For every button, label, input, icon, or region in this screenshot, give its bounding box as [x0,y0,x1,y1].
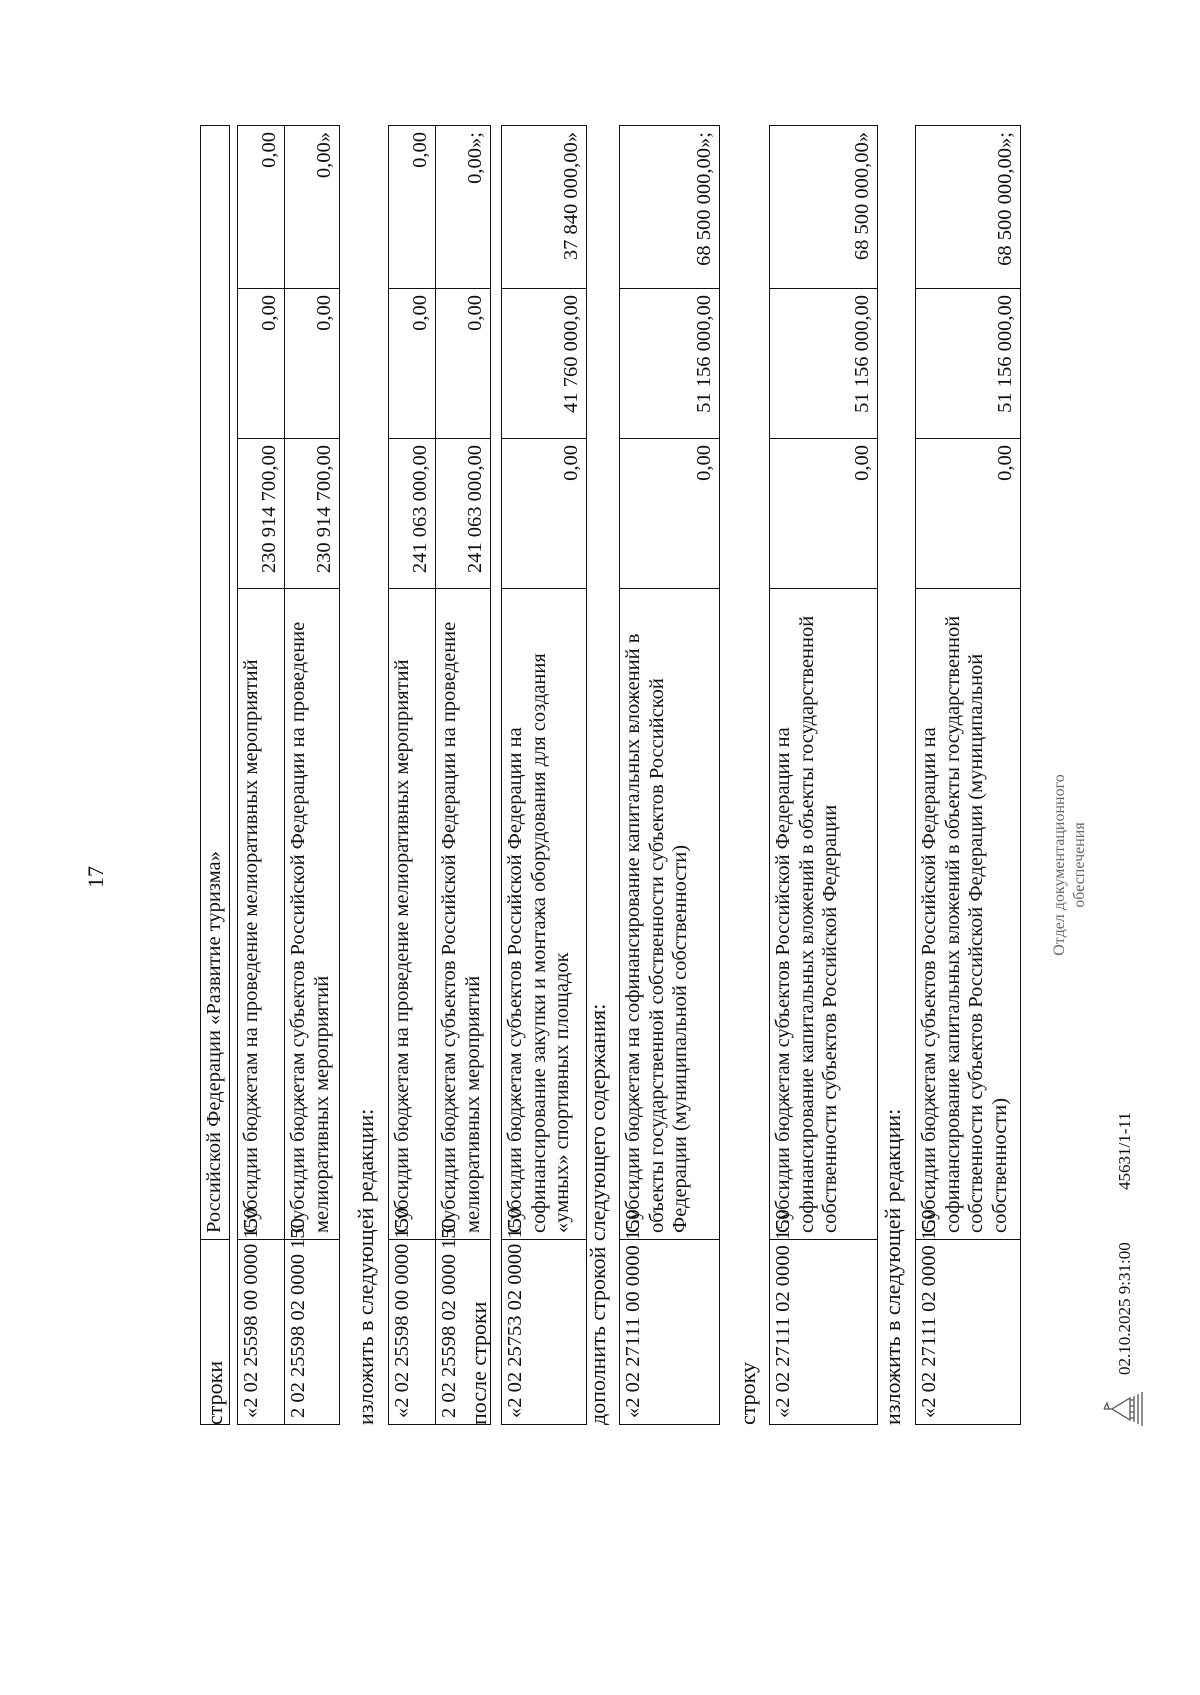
section-label: после строки [466,1301,491,1425]
amount-year3-cell: 0,00» [285,126,340,289]
budget-code-cell: «2 02 25598 00 0000 150 [389,1240,436,1425]
section-label: строку [735,1361,760,1425]
section-label: изложить в следующей редакции: [353,1108,378,1425]
amendment-table [915,125,1021,1425]
amount-year1-cell: 0,00 [770,439,878,589]
amount-year2-cell: 0,00 [285,289,340,439]
revenue-name-cell: Субсидии бюджетам на проведение мелиоративных мероприятий [389,589,436,1240]
revenue-name-cell: Субсидии бюджетам субъектов Российской Федерации на проведение мелиоративных мероприятий [436,589,491,1240]
budget-code-cell: 2 02 25598 02 0000 150 [285,1240,340,1425]
header-row-table [200,125,230,1425]
amount-year1-cell: 230 914 700,00 [238,439,285,589]
emblem-icon [1100,1386,1146,1432]
revenue-name-cell: Субсидии бюджетам субъектов Российской Федерации на софинансирование капитальных вложений в объекты государственной собственности субъектов Российской Федерации (муниципальной собственности) [916,589,1021,1240]
amount-year3-cell: 68 500 000,00»; [620,126,720,289]
revenue-name-cell: Субсидии бюджетам на софинансирование капитальных вложений в объекты государственной собственности субъектов Российской Федерации (муниципальной собственности) [620,589,720,1240]
table-row [285,126,340,1425]
table-row [389,126,436,1425]
footer-date: 02.10.2025 9:31:00 [1115,1242,1134,1375]
table-row [238,126,285,1425]
amendment-table [388,125,491,1425]
amount-year1-cell: 0,00 [620,439,720,589]
amount-year1-cell: 0,00 [916,439,1021,589]
department-stamp [1050,715,1090,1015]
amount-year2-cell: 51 156 000,00 [620,289,720,439]
amount-year1-cell: 0,00 [502,439,587,589]
amount-year3-cell: 0,00 [389,126,436,289]
amendment-table [619,125,720,1425]
amendment-table [769,125,878,1425]
page-number: 17 [83,866,108,888]
revenue-name-cell: Субсидии бюджетам субъектов Российской Федерации на проведение мелиоративных мероприятий [285,589,340,1240]
budget-code-cell: «2 02 27111 02 0000 150 [770,1240,878,1425]
amount-year2-cell: 41 760 000,00 [502,289,587,439]
revenue-name-cell: Субсидии бюджетам на проведение мелиоративных мероприятий [238,589,285,1240]
amount-year3-cell: 0,00»; [436,126,491,289]
amount-year2-cell: 51 156 000,00 [770,289,878,439]
section-label: дополнить строкой следующего содержания: [585,1003,610,1425]
revenue-name-cell: Субсидии бюджетам субъектов Российской Федерации на софинансирование капитальных вложений в объекты государственной собственности субъектов Российской Федерации [770,589,878,1240]
revenue-name-cell: Субсидии бюджетам субъектов Российской Федерации на софинансирование закупки и монтажа оборудования для создания «умных» спортивных площадок [502,589,587,1240]
amount-year2-cell: 0,00 [238,289,285,439]
table-row [502,126,587,1425]
amount-year3-cell: 0,00 [238,126,285,289]
amount-year3-cell: 68 500 000,00»; [916,126,1021,289]
amount-year2-cell: 0,00 [436,289,491,439]
budget-code-cell: «2 02 27111 00 0000 150 [620,1240,720,1425]
table-row [620,126,720,1425]
section-label: строки [202,1360,227,1425]
amount-year2-cell: 0,00 [389,289,436,439]
amount-year1-cell: 241 063 000,00 [389,439,436,589]
section-label: изложить в следующей редакции: [880,1108,905,1425]
table-row [916,126,1021,1425]
footer-doc-id: 45631/1-11 [1115,1112,1134,1190]
amount-year3-cell: 68 500 000,00» [770,126,878,289]
header-text: Российской Федерации «Развитие туризма» [201,126,230,1240]
table-row [770,126,878,1425]
stamp-line-1: Отдел документационного [1051,774,1068,956]
amendment-table [237,125,340,1425]
amount-year1-cell: 230 914 700,00 [285,439,340,589]
budget-code-cell: «2 02 25753 02 0000 150 [502,1240,587,1425]
amount-year3-cell: 37 840 000,00» [502,126,587,289]
amount-year1-cell: 241 063 000,00 [436,439,491,589]
budget-code-cell: «2 02 27111 02 0000 150 [916,1240,1021,1425]
amount-year2-cell: 51 156 000,00 [916,289,1021,439]
budget-code-cell: «2 02 25598 00 0000 150 [238,1240,285,1425]
stamp-line-2: обеспечения [1071,822,1088,908]
amendment-table [501,125,587,1425]
budget-code-cell: 2 02 25598 02 0000 150 [436,1240,491,1425]
